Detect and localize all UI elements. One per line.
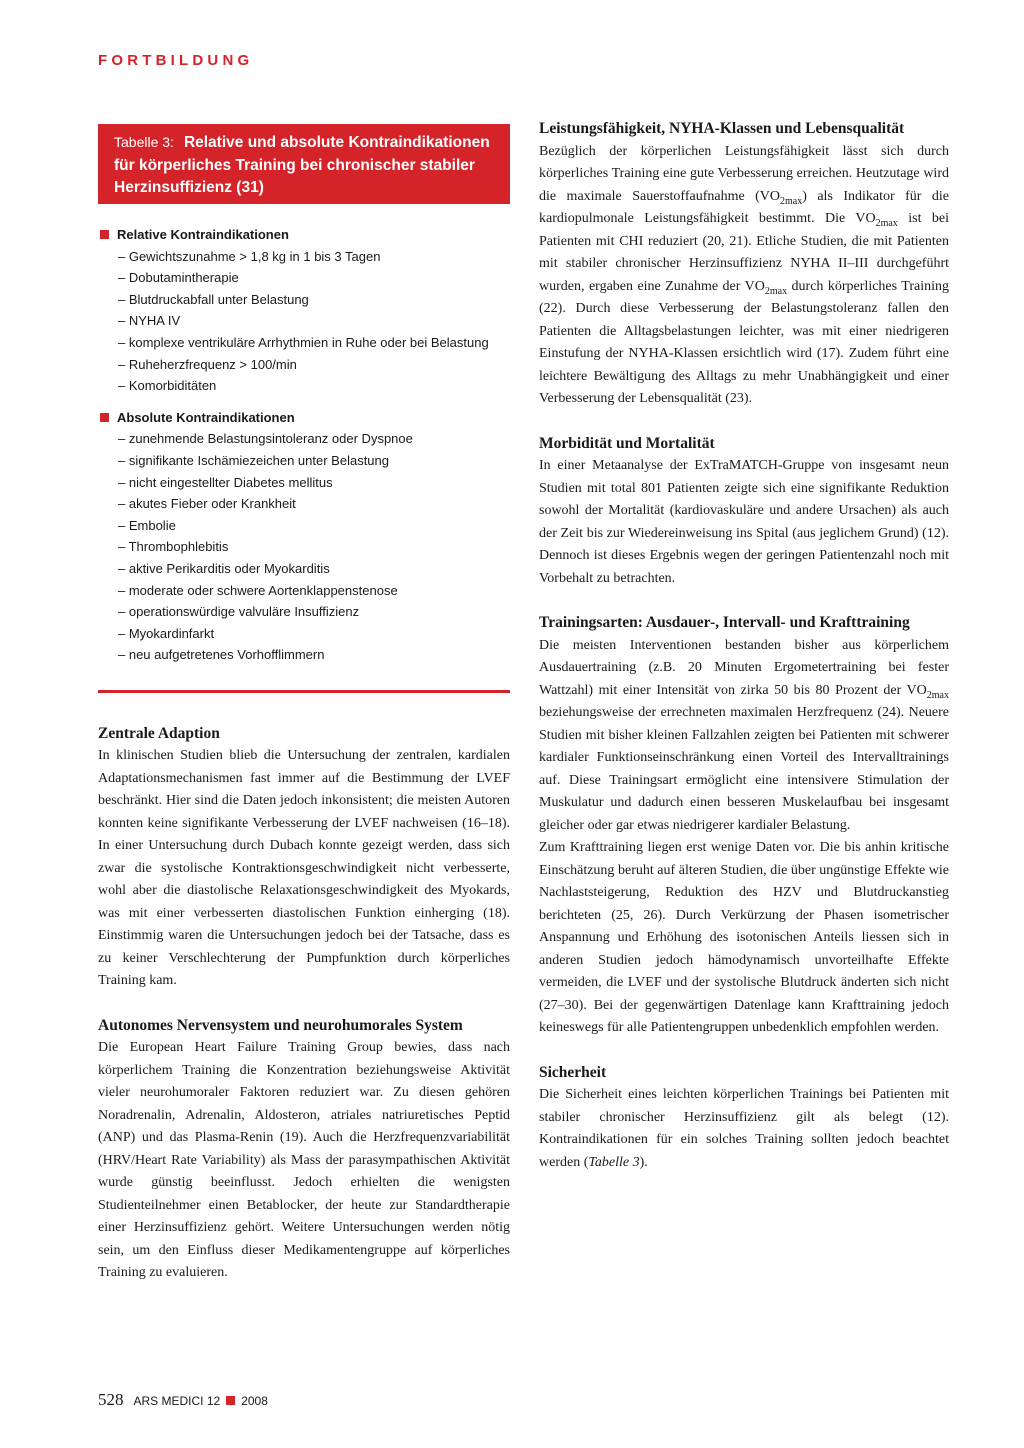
right-column [539, 118, 949, 1196]
table-item: – akutes Fieber oder Krankheit [118, 496, 296, 512]
table-title-box [98, 124, 510, 204]
table-section-heading: Relative Kontraindikationen [117, 227, 289, 242]
journal-year: 2008 [241, 1394, 268, 1408]
table-item: – NYHA IV [118, 313, 181, 329]
table-item: – aktive Perikarditis oder Myokarditis [118, 560, 330, 576]
page-footer [98, 1390, 268, 1410]
bullet-square-icon [100, 413, 109, 422]
section-body: Die Sicherheit eines leichten körperlichen Trainings bei Patienten mit stabiler chronischer Herzinsuffizienz gilt als belegt (12). Kontraindikationen für ein solches Training sollten jedoch beachtet werden (Tabelle 3). [539, 1087, 949, 1170]
table-item: – nicht eingestellter Diabetes mellitus [118, 474, 333, 490]
running-header: FORTBILDUNG [98, 52, 254, 69]
table-item: – Ruheherzfrequenz > 100/min [118, 356, 297, 372]
table-item: – Dobutamintherapie [118, 270, 239, 286]
bullet-square-icon [100, 230, 109, 239]
section-body: Die European Heart Failure Training Group bewies, dass nach körperlichem Training die Konzentration beziehungsweise Aktivität vieler neurohumoraler Faktoren reduziert war. Zu diesen gehören Noradrenalin, Adrenalin, Aldosteron, atriales natriuretisches Peptid (ANP) und das Plasma-Renin (19). Auch die Herzfrequenzvariabilität (HRV/Heart Rate Variability) als Mass der parasympathischen Aktivität wurde günstig beeinflusst. Jedoch erhielten die wenigsten Studienteilnehmer einen Betablocker, der heute zur Standardtherapie einer Herzinsuffizienz gehört. Weitere Untersuchungen werden nötig sein, um den Einfluss dieser Medikamentengruppe auf körperliches Training zu evaluieren. [98, 1040, 510, 1281]
section-heading: Sicherheit [539, 1063, 607, 1081]
section-body: In einer Metaanalyse der ExTraMATCH-Gruppe von insgesamt neun Studien mit total 801 Patienten zeigte sich eine signifikante Reduktion sowohl der Mortalität (kardiovaskuläre und andere Ursachen) als auch der Zeit bis zur Wiedereinweisung ins Spital (aus jeglichem Grund) (12). Dennoch ist dieses Ergebnis wegen der geringen Patientenzahl noch mit Vorbehalt zu betrachten. [539, 458, 949, 586]
table-item: – komplexe ventrikuläre Arrhythmien in Ruhe oder bei Belastung [118, 334, 489, 350]
table-reference: Tabelle 3 [588, 1154, 640, 1170]
page-number: 528 [98, 1390, 124, 1409]
section-morbiditaet [539, 433, 949, 591]
section-autonomes-nervensystem [98, 1015, 510, 1285]
left-column [98, 124, 510, 1307]
table-item: – zunehmende Belastungsintoleranz oder Dyspnoe [118, 431, 413, 447]
table-section-absolute [100, 407, 510, 666]
table-item: – neu aufgetretenes Vorhofflimmern [118, 647, 325, 663]
table-item: – Myokardinfarkt [118, 625, 215, 641]
section-sicherheit [539, 1062, 949, 1175]
table-section-relative [100, 224, 510, 397]
table-item: – Thrombophlebitis [118, 539, 229, 555]
table-content [98, 224, 510, 666]
table-item: – moderate oder schwere Aortenklappenstenose [118, 582, 398, 598]
table-title: Relative und absolute Kontraindikationen für körperliches Training bei chronischer stabiler Herzinsuffizienz (31) [114, 134, 490, 196]
section-heading: Morbidität und Mortalität [539, 434, 715, 452]
section-zentrale-adaption [98, 723, 510, 993]
table-section-heading: Absolute Kontraindikationen [117, 409, 295, 425]
section-heading: Trainingsarten: Ausdauer-, Intervall- und Krafttraining [539, 614, 910, 631]
section-body: Bezüglich der körperlichen Leistungsfähigkeit lässt sich durch körperliches Training eine gute Verbesserung erreichen. Heutzutage wird die maximale Sauerstoffaufnahme $(VO_{2max})$ als Indikator für die kardiopulmonale Leistungsfähigkeit bestimmt. Die $VO_{2max}$ ist bei Patienten mit CHI reduziert (20, 21). Etliche Studien, die mit Patienten mit stabiler chronischer Herzinsuffizienz NYHA II–III durchgeführt wurden, ergaben eine Zunahme der $VO_{2max}$ durch körperliches Training (22). Durch diese Verbesserung der Belastungstoleranz fallen den Patienten die Alltagsbelastungen leichter, was mit einer niedrigeren Einstufung der NYHA-Klassen ersichtlich wird (17). Zudem führt eine leichtere Bewältigung des Alltags zu mehr Unabhängigkeit und einer Verbesserung der Lebensqualität (23). [539, 143, 950, 406]
table-item: – operationswürdige valvuläre Insuffizienz [118, 604, 360, 620]
table-item: – Embolie [118, 517, 176, 533]
table-item: – Blutdruckabfall unter Belastung [118, 291, 309, 307]
table-item: – Gewichtszunahme > 1,8 kg in 1 bis 3 Tagen [118, 248, 381, 264]
section-trainingsarten [539, 612, 949, 1040]
table-bottom-rule [98, 690, 510, 693]
section-body: In klinischen Studien blieb die Untersuchung der zentralen, kardialen Adaptationsmechanismen fast immer auf die Bestimmung der LVEF beschränkt. Hier sind die Daten jedoch inkonsistent; die meisten Autoren konnten keine signifikante Verbesserung der LVEF nachweisen (16–18). In einer Untersuchung durch Dubach konnte gezeigt werden, dass sich zwar die systolische Kontraktionsgeschwindigkeit nicht verbesserte, wohl aber die diastolische Relaxationsgeschwindigkeit des Myokards, was mit einer verbesserten diastolischen Funktion einherging (18). Einstimmig waren die Untersuchungen jedoch bei der Tatsache, dass es zu keiner Verschlechterung der Pumpfunktion durch körperliches Training kam. [98, 748, 510, 989]
section-body: Die meisten Interventionen bestanden bisher aus körperlichem Ausdauertraining (z.B. 20 Minuten Ergometertraining bei fester Wattzahl) mit einer Intensität von zirka 50 bis 80 Prozent der $VO_{2max}$ beziehungsweise der errechneten maximalen Herzfrequenz (24). Neuere Studien mit bisher kleinen Fallzahlen zeigten bei Patienten mit schwerer kardialer Funktionseinschränkung einen Vorteil des Intervalltrainings auf. Diese Trainingsart ermöglicht eine intensivere Stimulation der Muskulatur und dadurch einen besseren Muskelaufbau bei insgesamt gleicher oder gar etwas niedrigerer kardialer Belastung. [539, 637, 949, 833]
footer-square-icon [226, 1396, 235, 1405]
table-item: – Komorbiditäten [118, 378, 217, 394]
section-heading: Autonomes Nervensystem und neurohumorales System [98, 1016, 463, 1034]
section-body: Zum Krafttraining liegen erst wenige Daten vor. Die bis anhin kritische Einschätzung beruht auf älteren Studien, die über ungünstige Effekte wie Nachlaststeigerung, Reduktion des HZV und Blutdruckanstieg berichteten (25, 26). Durch Verkürzung der Phasen isometrischer Anspannung und Erhöhung des isotonischen Anteils liessen sich in anderen Studien jedoch hämodynamisch unvorteilhafte Effekte vermeiden, die LVEF und der systolische Blutdruck änderten sich nicht (27–30). Bei der gegenwärtigen Datenlage kann Krafttraining jedoch keineswegs für alle Patientengruppen unbedenklich empfohlen werden. [539, 840, 949, 1035]
section-heading: Zentrale Adaption [98, 724, 220, 742]
table-label: Tabelle 3: [114, 134, 174, 150]
table-item: – signifikante Ischämiezeichen unter Belastung [118, 452, 389, 468]
section-leistungsfaehigkeit [539, 118, 949, 411]
journal-name: ARS MEDICI 12 [133, 1394, 221, 1408]
section-heading: Leistungsfähigkeit, NYHA-Klassen und Lebensqualität [539, 120, 905, 137]
